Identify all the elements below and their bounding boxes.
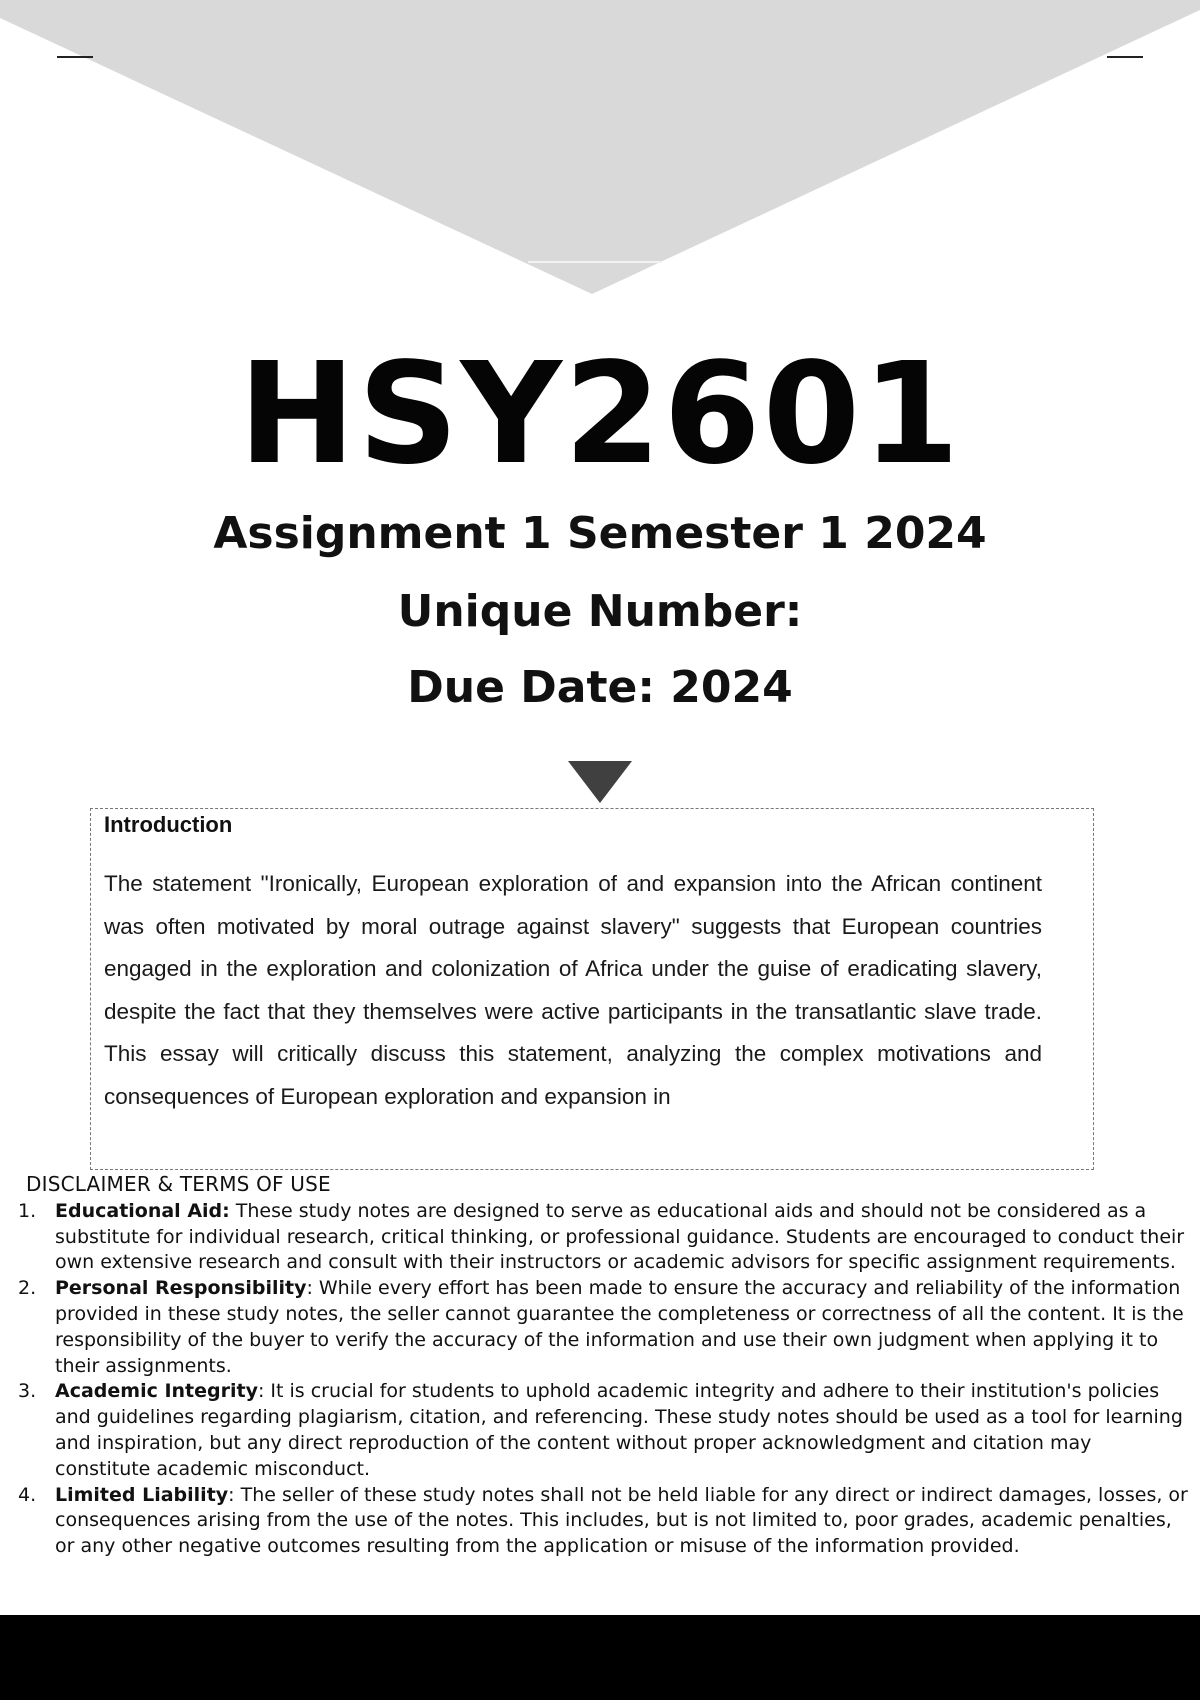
term-title: Personal Responsibility — [55, 1277, 307, 1300]
term-text: : It is crucial for students to uphold academic integrity and adhere to their institution's policies and guidelines regarding plagiarism, citation, and referencing. These study notes should be used as a tool for learning and inspiration, but any direct reproduction of the content without proper acknowledgment and citation may constitute academic misconduct. — [55, 1380, 1183, 1480]
term-number: 1. — [18, 1199, 37, 1222]
disclaimer-section — [16, 1172, 1188, 1560]
term-number: 3. — [18, 1380, 37, 1403]
term-title: Limited Liability — [55, 1483, 229, 1506]
term-text: : While every effort has been made to ensure the accuracy and reliability of the information provided in these study notes, the seller cannot guarantee the completeness or correctness of all the content. It is the responsibility of the buyer to verify the accuracy of the information and use their own judgment when applying it to their assignments. — [55, 1277, 1184, 1377]
term-text: : The seller of these study notes shall not be held liable for any direct or indirect damages, losses, or consequences arising from the use of the notes. This includes, but is not limited to, poor grades, academic penalties, or any other negative outcomes resulting from the application or misuse of the information provided. — [55, 1483, 1188, 1558]
footer-bar — [0, 1615, 1200, 1700]
introduction-heading: Introduction — [104, 812, 233, 837]
chevron-banner — [0, 0, 1200, 300]
down-arrow-icon — [568, 761, 632, 803]
due-date-line: Due Date: 2024 — [407, 662, 793, 713]
term-item — [16, 1483, 1188, 1560]
term-number: 2. — [18, 1277, 37, 1300]
introduction-preview-box — [90, 808, 1094, 1170]
top-left-rule — [57, 56, 93, 58]
introduction-text: The statement "Ironically, European exploration of and expansion into the African continent was often motivated by moral outrage against slavery" suggests that European countries engaged in the exploration and colonization of Africa under the guise of eradicating slavery, despite the fact that they themselves were active participants in the transatlantic slave trade. This essay will critically discuss this statement, analyzing the complex motivations and consequences of European exploration and expansion in — [104, 871, 1042, 1109]
term-title: Academic Integrity — [55, 1380, 258, 1403]
disclaimer-title: DISCLAIMER & TERMS OF USE — [26, 1172, 331, 1196]
term-item — [16, 1379, 1188, 1482]
term-item — [16, 1276, 1188, 1379]
terms-list — [16, 1199, 1188, 1560]
term-item — [16, 1199, 1188, 1276]
term-text: These study notes are designed to serve as educational aids and should not be considered as a substitute for individual research, critical thinking, or professional guidance. Students are encouraged to conduct their own extensive research and consult with their instructors or academic advisors for specific assignment requirements. — [55, 1199, 1185, 1274]
unique-number-line: Unique Number: — [397, 586, 803, 637]
assignment-line: Assignment 1 Semester 1 2024 — [213, 508, 987, 559]
course-code-title: HSY2601 — [238, 333, 962, 496]
top-right-rule — [1107, 56, 1143, 58]
term-number: 4. — [18, 1483, 37, 1506]
term-title: Educational Aid: — [55, 1199, 230, 1222]
